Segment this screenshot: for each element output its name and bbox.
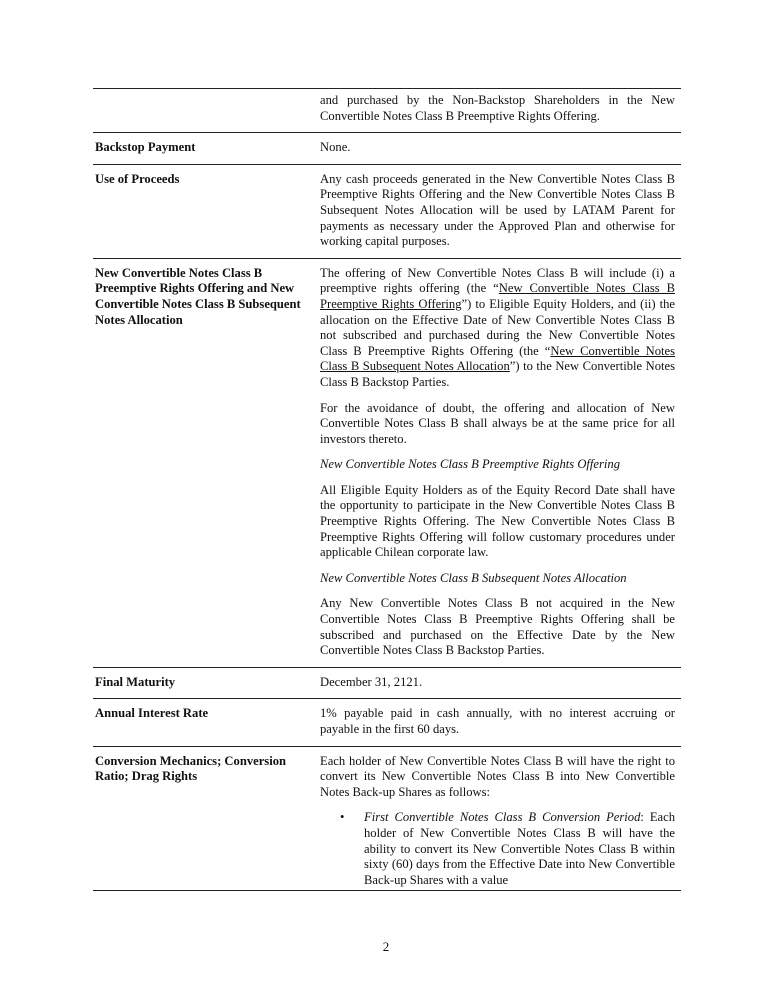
- document-page: [93, 88, 681, 891]
- defined-term: New Convertible Notes Class B Subsequent Notes Allocation: [320, 343, 675, 374]
- table-row: [93, 667, 681, 699]
- row-value-conversion: [316, 746, 681, 891]
- term-sheet-table: [93, 88, 681, 891]
- row-label-conversion: Conversion Mechanics; Conversion Ratio; Drag Rights: [95, 753, 286, 784]
- paragraph: [320, 266, 675, 391]
- row-label-use-of-proceeds: Use of Proceeds: [95, 171, 180, 186]
- page-number: 2: [382, 939, 390, 954]
- paragraph: All Eligible Equity Holders as of the Equity Record Date shall have the opportunity to participate in the New Convertible Notes Class B Preemptive Rights Offering. The New Convertible Notes Class B Preemptive Rights Offering will follow customary procedures under applicable Chilean corporate law.: [320, 482, 675, 560]
- row-value-backstop-payment: None.: [320, 140, 351, 155]
- text-run: ”) to Eligible Equity Holders, and (ii) the allocation on the Effective Date of New Convertible Notes Class B not subscribed and purchased during the New Convertible Notes Class B Preemptive Rights Offering (the “: [320, 296, 675, 358]
- subheading: New Convertible Notes Class B Preemptive Rights Offering: [320, 457, 620, 472]
- defined-term: New Convertible Notes Class B Preemptive Rights Offering: [320, 281, 675, 311]
- bullet-list: [320, 810, 675, 888]
- row-label-backstop-payment: Backstop Payment: [95, 140, 196, 155]
- row-label-offering: New Convertible Notes Class B Preemptive Rights Offering and New Convertible Notes Class B Subsequent Notes Allocation: [95, 265, 301, 327]
- row-value-use-of-proceeds: Any cash proceeds generated in the New Convertible Notes Class B Preemptive Rights Offering and the New Convertible Notes Class B Subsequent Notes Allocation will be used by LATAM Parent for payments as necessary under the Approved Plan and otherwise for working capital purposes.: [320, 171, 675, 249]
- table-row: [93, 258, 681, 667]
- row-label-final-maturity: Final Maturity: [95, 674, 176, 689]
- row-value-final-maturity: December 31, 2121.: [320, 674, 423, 689]
- row-value-offering: [316, 258, 681, 667]
- subheading: New Convertible Notes Class B Subsequent Notes Allocation: [320, 570, 627, 585]
- list-item: [320, 810, 675, 888]
- table-row: [93, 89, 681, 133]
- text-run: ”) to the New Convertible Notes Class B Backstop Parties.: [320, 359, 676, 389]
- bullet-icon: •: [340, 810, 345, 825]
- bullet-title: First Convertible Notes Class B Conversion Period: [364, 810, 641, 825]
- table-row: [93, 133, 681, 165]
- paragraph: For the avoidance of doubt, the offering and allocation of New Convertible Notes Class B shall always be at the same price for all investors thereto.: [320, 400, 675, 446]
- text-run: The offering of New Convertible Notes Class B will include (i) a preemptive rights offering (the “: [320, 265, 675, 296]
- row-value: and purchased by the Non-Backstop Shareholders in the New Convertible Notes Class B Preemptive Rights Offering.: [320, 93, 675, 123]
- paragraph: Any New Convertible Notes Class B not acquired in the New Convertible Notes Class B Preemptive Rights Offering shall be subscribed and purchased on the Effective Date by the New Convertible Notes Class B Backstop Parties.: [320, 596, 675, 658]
- table-row: [93, 164, 681, 258]
- row-label: [93, 89, 316, 133]
- bullet-text: : Each holder of New Convertible Notes Class B will have the ability to convert its New Convertible Notes Class B within sixty (60) days from the Effective Date into New Convertible Back-up Shares with a value: [364, 810, 675, 887]
- row-label-interest-rate: Annual Interest Rate: [95, 706, 209, 721]
- row-value-interest-rate: 1% payable paid in cash annually, with no interest accruing or payable in the first 60 days.: [320, 706, 675, 736]
- table-row: [93, 746, 681, 891]
- table-row: [93, 699, 681, 746]
- paragraph: Each holder of New Convertible Notes Class B will have the right to convert its New Convertible Notes Class B into New Convertible Notes Back-up Shares as follows:: [320, 753, 675, 799]
